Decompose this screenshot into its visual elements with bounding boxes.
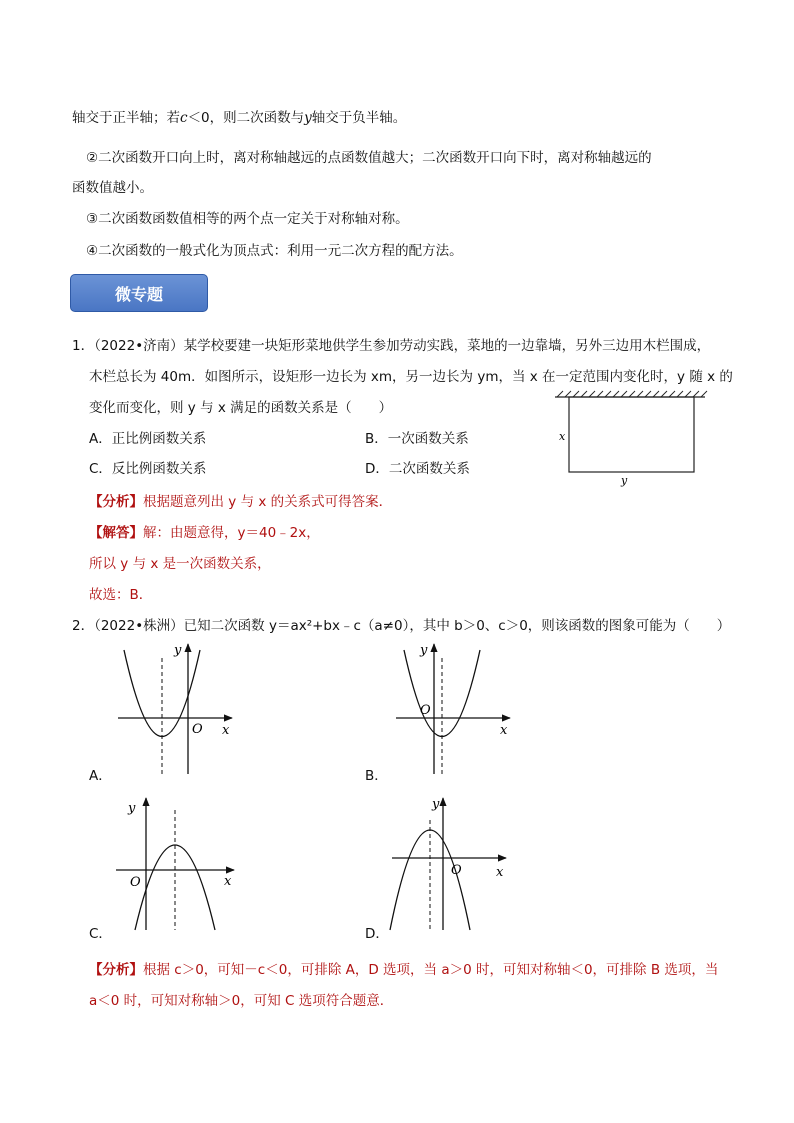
q1-answer-2: 所以 y 与 x 是一次函数关系， [89,556,271,572]
q2-graph-d [388,790,518,935]
q1-line-1: 1．（2022•济南）某学校要建一块矩形菜地供学生参加劳动实践，菜地的一边靠墙，另外三边用木栏围成， [72,338,711,354]
svg-text:O: O [130,875,141,890]
svg-text:O: O [420,703,431,718]
svg-text:y: y [128,801,136,816]
q2-analysis-1: 【分析】根据 c＞0，可知－c＜0，可排除 A，D 选项，当 a＞0 时，可知对称轴＜0，可排除 B 选项，当 [89,962,719,978]
intro-para-2b: 函数值越小。 [72,180,153,196]
figure-label-x: x [559,430,566,443]
q2-graph-b [388,638,518,778]
q2-option-b-label: B． [365,768,388,784]
q1-figure-garden [545,388,715,488]
q2-analysis-2: a＜0 时，可知对称轴＞0，可知 C 选项符合题意． [89,993,394,1009]
q2-option-d-label: D． [365,926,389,942]
svg-text:O: O [192,722,203,737]
figure-label-y: y [621,474,628,487]
q2-option-a-label: A． [89,768,112,784]
intro-para-3: ③二次函数函数值相等的两个点一定关于对称轴对称。 [86,211,409,227]
svg-text:y: y [432,797,440,812]
svg-text:O: O [451,863,462,878]
q2-graph-a [110,638,240,778]
q1-line-3: 变化而变化，则 y 与 x 满足的函数关系是（ ） [89,400,393,416]
q1-analysis: 【分析】根据题意列出 y 与 x 的关系式可得答案． [89,494,393,510]
intro-para-4: ④二次函数的一般式化为顶点式：利用一元二次方程的配方法。 [86,243,463,259]
intro-para-2a: ②二次函数开口向上时，离对称轴越远的点函数值越大；二次函数开口向下时，离对称轴越远的 [86,150,652,166]
svg-text:x: x [222,723,230,738]
q1-answer: 【解答】解：由题意得，y＝40﹣2x， [89,525,320,541]
intro-line-1: 轴交于正半轴；若c＜0，则二次函数与y轴交于负半轴。 [72,110,407,126]
q1-answer-3: 故选：B． [89,587,153,603]
svg-text:x: x [496,865,504,880]
svg-text:x: x [224,874,232,889]
svg-text:x: x [500,723,508,738]
q1-option-b: B．一次函数关系 [365,431,469,447]
q2-graph-c [110,790,240,935]
q1-option-c: C．反比例函数关系 [89,461,207,477]
section-badge: 微专题 [70,274,208,312]
q1-option-d: D．二次函数关系 [365,461,470,477]
q2-line-1: 2．（2022•株洲）已知二次函数 y＝ax²+bx﹣c（a≠0），其中 b＞0、c＞0，则该函数的图象可能为（ ） [72,618,731,634]
q1-line-2: 木栏总长为 40m．如图所示，设矩形一边长为 xm，另一边长为 ym，当 x 在一定范围内变化时，y 随 x 的 [89,369,733,385]
svg-text:y: y [420,643,428,658]
q2-option-c-label: C． [89,926,112,942]
svg-text:y: y [174,643,182,658]
q1-option-a: A．正比例函数关系 [89,431,207,447]
